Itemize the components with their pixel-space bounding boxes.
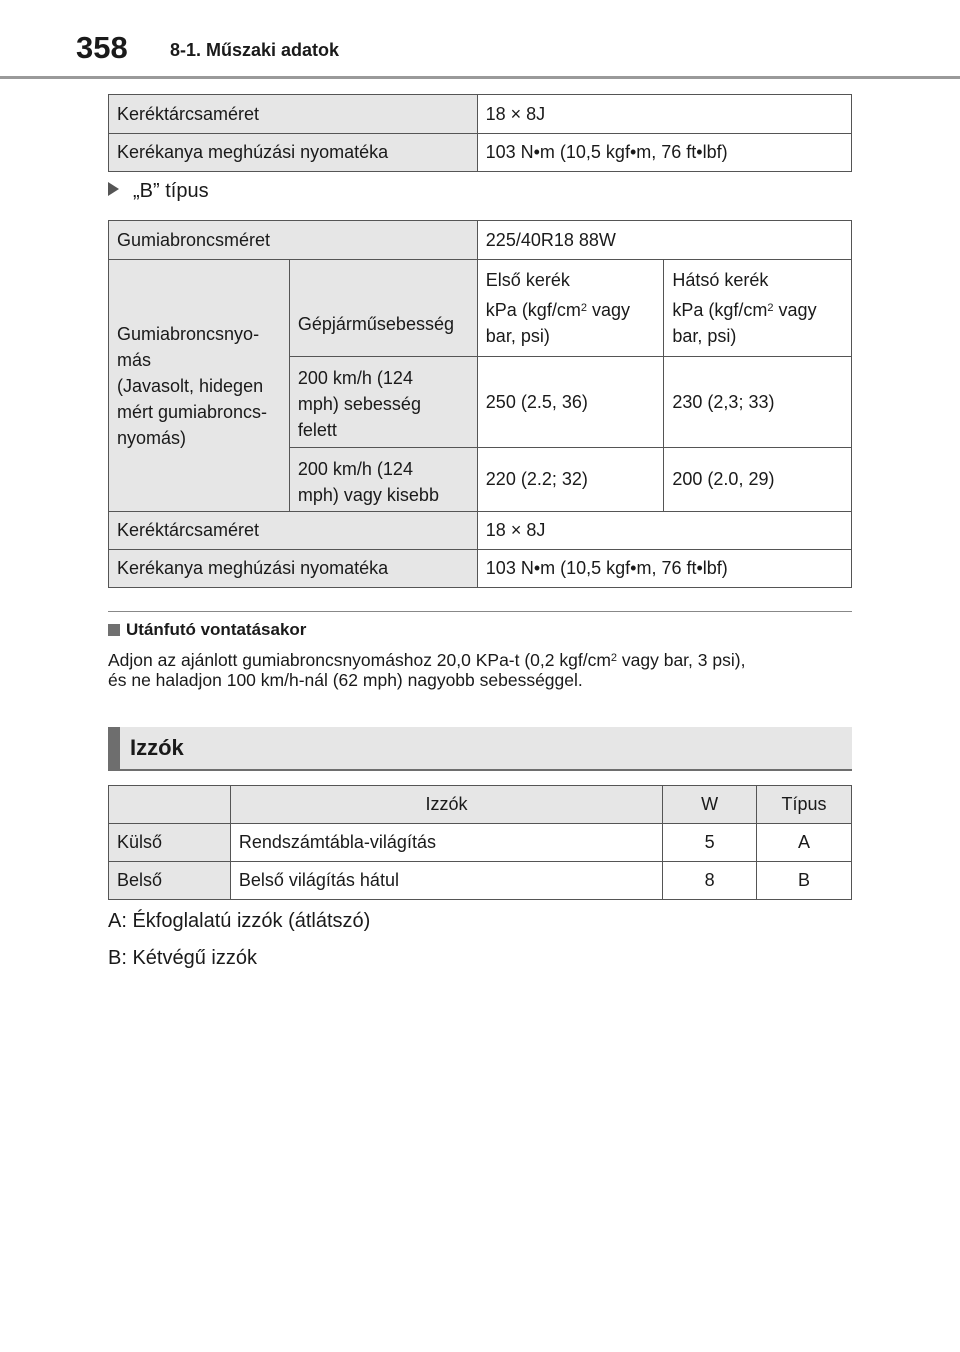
tire-size-value: 225/40R18 88W — [477, 221, 851, 260]
note-a: A: Ékfoglalatú izzók (átlátszó) — [108, 910, 371, 932]
front-wheel-header — [477, 260, 664, 357]
bulb-type: B — [757, 862, 852, 900]
speed-line: 200 km/h (124 — [297, 458, 413, 479]
header-rule — [0, 76, 960, 79]
bulbs-section-title: Izzók — [130, 735, 184, 760]
front-header-sup: 2 — [580, 302, 587, 314]
rear-header-sup: 2 — [767, 302, 774, 314]
speed-line: mph) vagy kisebb — [297, 484, 439, 505]
front-header-unit: kPa (kgf/cm — [485, 300, 581, 320]
table-row — [109, 862, 852, 900]
table-row — [109, 134, 852, 172]
towing-paragraph — [108, 650, 856, 690]
table-row — [109, 221, 852, 260]
torque-value: 103 N•m (10,5 kgf•m, 76 ft•lbf) — [477, 550, 851, 588]
bulb-watt: 5 — [663, 824, 757, 862]
bulb-location: Belső — [109, 862, 231, 900]
tire-size-label: Gumiabroncsméret — [109, 221, 478, 260]
table-header-cell — [109, 786, 231, 824]
speed-header-text: Gépjárműsebesség — [297, 313, 454, 334]
bulbs-table — [108, 785, 852, 900]
rear-header-line — [672, 297, 851, 323]
table-row — [109, 260, 852, 357]
rear-wheel-header — [664, 260, 852, 357]
table-cell-label: Kerékanya meghúzási nyomatéka — [109, 134, 478, 172]
table-header-cell: W — [663, 786, 757, 824]
top-spec-table — [108, 94, 852, 172]
speed-header — [289, 260, 477, 357]
type-b-text: „B” típus — [133, 180, 209, 202]
pressure-label-line: nyomás) — [117, 427, 187, 448]
speed-row-above-200 — [289, 357, 477, 448]
speed-line: mph) sebesség — [297, 394, 421, 414]
rear-header-line: bar, psi) — [672, 326, 737, 346]
towing-heading-text: Utánfutó vontatásakor — [126, 620, 307, 639]
table-header-row — [109, 786, 852, 824]
table-row — [109, 512, 852, 550]
bulb-watt: 8 — [663, 862, 757, 900]
table-cell-label: Keréktárcsaméret — [109, 95, 478, 134]
towing-heading — [108, 620, 306, 640]
towing-text-cont: vagy bar, 3 psi), — [617, 650, 746, 670]
bulb-name: Rendszámtábla-világítás — [230, 824, 662, 862]
table-header-cell: Típus — [757, 786, 852, 824]
pressure-label-line: mért gumiabroncs- — [117, 401, 268, 422]
speed-row-below-200 — [289, 448, 477, 512]
towing-text: Adjon az ajánlott gumiabroncsnyomáshoz 20,0 KPa-t (0,2 kgf/cm — [108, 650, 611, 670]
table-cell-value: 103 N•m (10,5 kgf•m, 76 ft•lbf) — [477, 134, 851, 172]
front-pressure-above-200: 250 (2.5, 36) — [477, 357, 664, 448]
table-row — [109, 550, 852, 588]
wheel-size-value: 18 × 8J — [477, 512, 851, 550]
front-header-line: bar, psi) — [485, 326, 550, 346]
bulbs-section-header — [108, 727, 852, 771]
wheel-size-label: Keréktárcsaméret — [109, 512, 478, 550]
speed-line: 200 km/h (124 — [297, 368, 413, 388]
bulb-type: A — [757, 824, 852, 862]
rear-header-line: Hátsó kerék — [672, 270, 769, 290]
table-header-cell: Izzók — [230, 786, 662, 824]
note-b: B: Kétvégű izzók — [108, 947, 257, 969]
rear-header-unit: kPa (kgf/cm — [672, 300, 768, 320]
bulb-location: Külső — [109, 824, 231, 862]
triangle-bullet-icon — [108, 182, 119, 196]
table-row — [109, 824, 852, 862]
front-header-unit-end: vagy — [586, 300, 630, 320]
rear-pressure-above-200: 230 (2,3; 33) — [664, 357, 852, 448]
page-number: 358 — [76, 30, 128, 65]
rear-header-unit-end: vagy — [773, 300, 817, 320]
pressure-label-line: (Javasolt, hidegen — [117, 375, 264, 396]
speed-line: felett — [297, 420, 337, 440]
pressure-label-line: Gumiabroncsnyo- — [117, 323, 260, 344]
pressure-label — [109, 260, 290, 512]
type-b-label — [108, 180, 209, 203]
towing-text-line2: és ne haladjon 100 km/h-nál (62 mph) nagyobb sebességgel. — [108, 670, 583, 690]
pressure-label-line: más — [117, 349, 152, 370]
section-separator — [108, 611, 852, 612]
section-title: 8-1. Műszaki adatok — [170, 40, 340, 60]
towing-sup: 2 — [610, 652, 618, 664]
tire-spec-table — [108, 220, 852, 588]
rear-pressure-below-200: 200 (2.0, 29) — [664, 448, 852, 512]
front-header-line: Első kerék — [485, 270, 570, 290]
table-cell-value: 18 × 8J — [477, 95, 851, 134]
front-header-line — [486, 297, 664, 323]
bulb-name: Belső világítás hátul — [230, 862, 662, 900]
square-bullet-icon — [108, 624, 120, 636]
torque-label: Kerékanya meghúzási nyomatéka — [109, 550, 478, 588]
front-pressure-below-200: 220 (2.2; 32) — [477, 448, 664, 512]
table-row — [109, 95, 852, 134]
